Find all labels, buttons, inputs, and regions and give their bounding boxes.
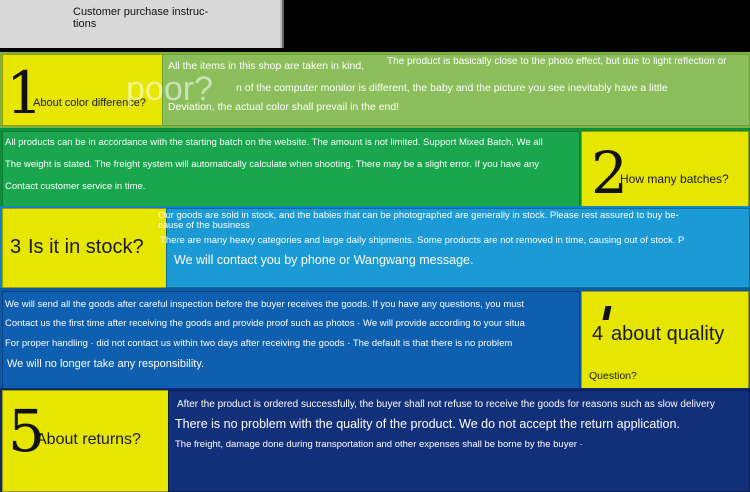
answer-line-3-1: Our goods are sold in stock, and the babies that can be photographed are generally in stock. Please rest assured to buy be- cause of the business (158, 211, 679, 231)
answer-line-3-3: We will contact you by phone or Wangwang message. (174, 253, 474, 267)
question-sublabel-4: Question? (589, 370, 637, 382)
answer-line-3-2: There are many heavy categories and large daily shipments. Some products are not removed in time, causing out of stock. P (160, 235, 685, 246)
section-number-1: 1 (6, 64, 43, 122)
answer-line-2-3: Contact customer service in time. (5, 181, 146, 192)
section-number-2: 2 (591, 144, 628, 202)
section-number-5: 5 (8, 402, 45, 460)
question-label-2: How many batches? (620, 172, 729, 186)
answer-line-1-1: All the items in this shop are taken in kind, (168, 60, 365, 72)
answer-line-2-1: All products can be in accordance with the starting batch on the website. The amount is not limited. Support Mixed Batch, We all (5, 137, 543, 148)
section-number-3: 3 (10, 236, 22, 258)
answer-line-4-3: For proper handling · did not contact us within two days after receiving the goods · The default is that there is no problem (5, 338, 513, 349)
question-label-5: About returns? (36, 431, 141, 448)
question-label-3: Is it in stock? (28, 236, 144, 258)
answer-line-1-3: n of the computer monitor is different, the baby and the picture you see inevitably have a little (236, 82, 668, 94)
answer-line-5-2: There is no problem with the quality of the product. We do not accept the return application. (175, 417, 680, 431)
question-label-4: about quality (611, 323, 725, 345)
section-number-4: 4 (592, 323, 604, 345)
answer-line-4-4: We will no longer take any responsibility. (7, 358, 205, 370)
answer-line-5-3: The freight, damage done during transportation and other expenses shall be borne by the buyer · (175, 439, 583, 450)
ghost-text-1: poor? (126, 70, 213, 108)
answer-line-1-4: Deviation, the actual color shall prevail in the end! (168, 101, 400, 113)
answer-line-4-2: Contact us the first time after receiving the goods and provide proof such as photos · We will provide according to your situa (5, 318, 525, 329)
page-title: Customer purchase instruc- tions (73, 6, 209, 30)
answer-line-2-2: The weight is stated. The freight system will automatically calculate when shooting. There may be a slight error. If you have any (5, 159, 540, 170)
answer-line-4-1: We will send all the goods after careful inspection before the buyer receives the goods. If you have any questions, you must (5, 299, 524, 310)
header-right-panel (282, 0, 750, 48)
question-label-1: About color difference? (33, 97, 146, 109)
answer-line-5-1: After the product is ordered successfully, the buyer shall not refuse to receive the goods for reasons such as slow delivery (177, 399, 715, 410)
answer-line-1-2: The product is basically close to the photo effect, but due to light reflection or (387, 57, 727, 67)
